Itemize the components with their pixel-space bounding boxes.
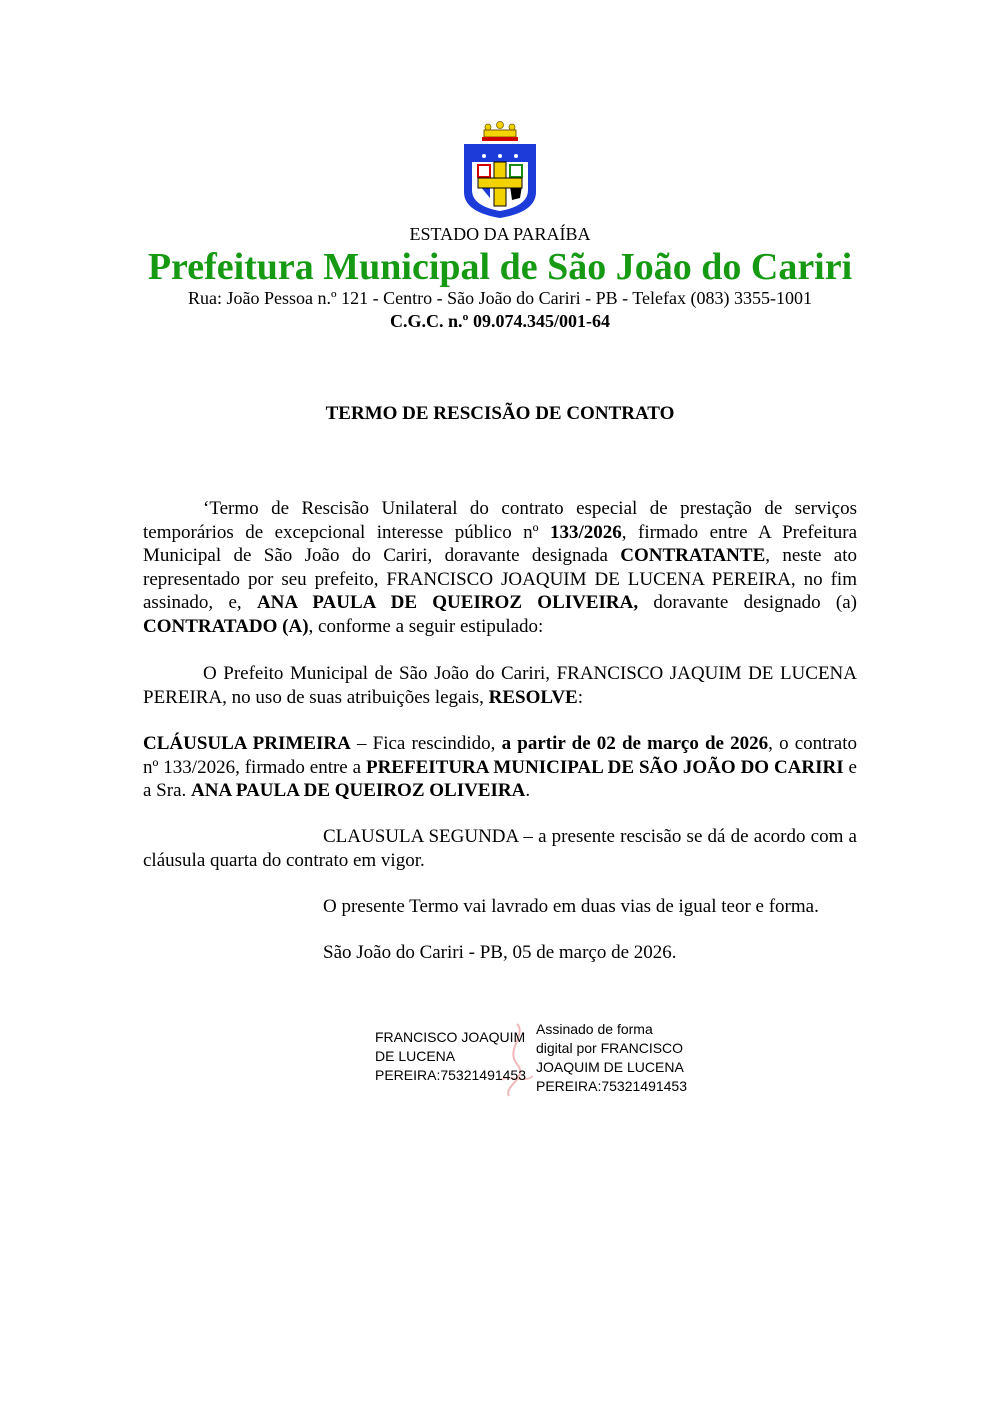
- text-run: , firmado entre A Prefeitura Municipal de São João do Cariri, doravante designada: [143, 521, 857, 566]
- state-name: ESTADO DA PARAÍBA: [409, 224, 591, 244]
- contracting-party: PREFEITURA MUNICIPAL DE SÃO JOÃO DO CARIRI: [365, 756, 844, 778]
- contratante-label: CONTRATANTE: [620, 545, 766, 566]
- institution-cgc: C.G.C. n.º 09.074.345/001-64: [390, 311, 610, 331]
- text-run: :: [577, 686, 583, 708]
- contract-number: 133/2026: [550, 521, 622, 543]
- closing-statement: O presente Termo vai lavrado em duas vias de igual teor e forma.: [323, 896, 819, 917]
- institution-address: Rua: João Pessoa n.º 121 - Centro - São João do Cariri - PB - Telefax (083) 3355-1001: [188, 288, 812, 308]
- text-run: .: [525, 780, 531, 801]
- stamp-line: digital por FRANCISCO: [536, 1040, 684, 1056]
- signer-name: [375, 1028, 535, 1085]
- municipal-coat-of-arms: [460, 120, 540, 220]
- text-run: , neste ato representado por seu prefeito, FRANCISCO JOAQUIM DE LUCENA PEREIRA, no fim assinado, e,: [143, 545, 857, 613]
- text-run: doravante designado (a): [638, 592, 857, 613]
- signer-name-line: FRANCISCO JOAQUIM: [375, 1029, 526, 1045]
- text-run: , o contrato nº 133/2026, firmado entre a: [143, 733, 857, 778]
- text-run: e a Sra.: [143, 756, 857, 801]
- signature-stamp: [536, 1020, 696, 1096]
- contracted-party: ANA PAULA DE QUEIROZ OLIVEIRA: [191, 780, 526, 801]
- stamp-line: Assinado de forma: [536, 1021, 653, 1037]
- document-title: TERMO DE RESCISÃO DE CONTRATO: [325, 403, 675, 424]
- stamp-line: PEREIRA:75321491453: [536, 1078, 687, 1094]
- text-run: O Prefeito Municipal de São João do Cariri, FRANCISCO JAQUIM DE LUCENA PEREIRA, no uso de suas atribuições legais,: [143, 663, 857, 708]
- clause-first-heading: CLÁUSULA PRIMEIRA: [143, 733, 351, 754]
- clause-first: [143, 732, 857, 803]
- paragraph-resolution: [143, 662, 857, 709]
- text-run: – Fica rescindido,: [350, 733, 502, 754]
- paragraph-preamble: [143, 497, 857, 638]
- contratado-label: CONTRATADO (A): [143, 615, 309, 637]
- place-and-date: São João do Cariri - PB, 05 de março de 2026.: [323, 942, 677, 963]
- digital-signature: [375, 1020, 695, 1100]
- effective-date: a partir de 02 de março de 2026: [501, 733, 769, 754]
- institution-name: Prefeitura Municipal de São João do Cariri: [147, 246, 853, 288]
- resolve-label: RESOLVE: [488, 686, 578, 708]
- stamp-line: JOAQUIM DE LUCENA: [536, 1059, 684, 1075]
- text-run: ‘Termo de Rescisão Unilateral do contrato especial de prestação de serviços temporários de excepcional interesse público nº: [143, 498, 857, 543]
- clause-second: CLAUSULA SEGUNDA – a presente rescisão se dá de acordo com a cláusula quarta do contrato em vigor.: [143, 826, 857, 871]
- contracted-name: ANA PAULA DE QUEIROZ OLIVEIRA,: [256, 592, 639, 613]
- signer-name-line: DE LUCENA: [375, 1048, 456, 1064]
- text-run: , conforme a seguir estipulado:: [308, 615, 544, 637]
- signer-name-line: PEREIRA:75321491453: [375, 1067, 526, 1083]
